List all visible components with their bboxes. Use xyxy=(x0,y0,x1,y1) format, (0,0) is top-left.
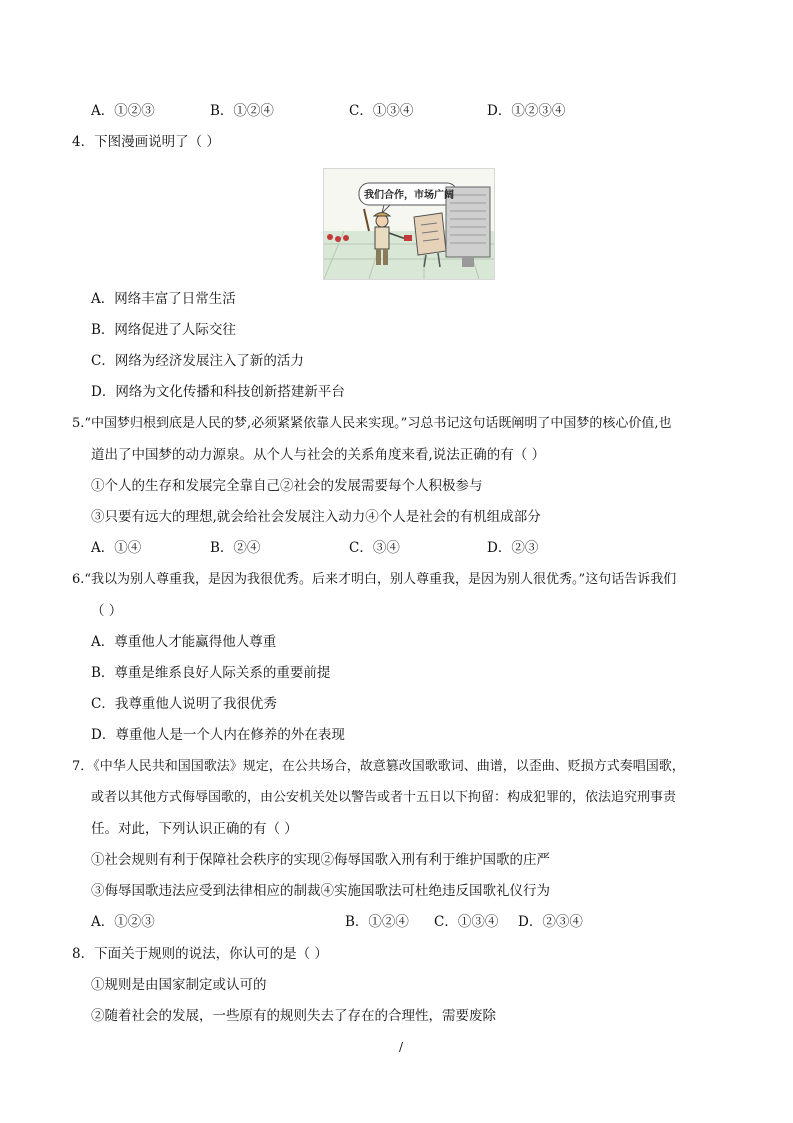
q5-statement1: ①个人的生存和发展完全靠自己②社会的发展需要每个人积极参与 xyxy=(91,478,483,494)
q4-comic-image xyxy=(323,168,495,280)
q4-option-c: C．网络为经济发展注入了新的活力 xyxy=(91,353,304,369)
page-footer-mark: / xyxy=(399,1040,404,1054)
q7-option-d: D．②③④ xyxy=(518,914,583,930)
q4-option-a: A．网络丰富了日常生活 xyxy=(91,291,236,307)
q6-stem-line1: 6.“我以为别人尊重我，是因为我很优秀。后来才明白，别人尊重我，是因为别人很优秀。”这句话告诉我们 xyxy=(72,572,677,587)
q7-statement1: ①社会规则有利于保障社会秩序的实现②侮辱国歌入刑有利于维护国歌的庄严 xyxy=(91,852,550,868)
q5-option-c: C．③④ xyxy=(349,540,400,556)
comic-caption: 我们合作，市场广阔 xyxy=(364,190,454,201)
q3-option-d: D．①②③④ xyxy=(487,103,566,119)
q6-stem-line2: （ ） xyxy=(91,603,123,619)
q7-stem-line3: 任。对此，下列认识正确的有（ ） xyxy=(91,821,298,837)
q7-option-a: A．①②③ xyxy=(91,914,155,930)
q4-option-d: D．网络为文化传播和科技创新搭建新平台 xyxy=(91,384,345,400)
q5-option-a: A．①④ xyxy=(91,540,142,556)
q3-option-b: B．①②④ xyxy=(210,103,274,119)
q3-option-a: A．①②③ xyxy=(91,103,155,119)
q8-statement2: ②随着社会的发展，一些原有的规则失去了存在的合理性，需要废除 xyxy=(91,1008,496,1024)
q5-option-d: D．②③ xyxy=(487,540,539,556)
q7-option-b: B．①②④ xyxy=(345,914,409,930)
q6-option-d: D．尊重他人是一个人内在修养的外在表现 xyxy=(91,727,345,743)
q6-option-a: A．尊重他人才能赢得他人尊重 xyxy=(91,634,277,650)
q5-stem-line2: 道出了中国梦的动力源泉。从个人与社会的关系角度来看,说法正确的有（ ） xyxy=(91,447,546,463)
q4-stem: 4．下图漫画说明了（ ） xyxy=(72,134,220,150)
q7-option-c: C．①③④ xyxy=(434,914,499,930)
q3-option-c: C．①③④ xyxy=(349,103,414,119)
q5-stem-line1: 5.“中国梦归根到底是人民的梦,必须紧紧依靠人民来实现。”习总书记这句话既阐明了中国梦的核心价值,也 xyxy=(72,416,672,431)
q8-statement1: ①规则是由国家制定或认可的 xyxy=(91,977,267,993)
q5-option-b: B．②④ xyxy=(210,540,261,556)
q7-stem-line2: 或者以其他方式侮辱国歌的，由公安机关处以警告或者十五日以下拘留：构成犯罪的，依法追究刑事责 xyxy=(91,790,677,805)
q6-option-b: B．尊重是维系良好人际关系的重要前提 xyxy=(91,665,331,681)
q6-option-c: C．我尊重他人说明了我很优秀 xyxy=(91,696,277,712)
q8-stem: 8．下面关于规则的说法，你认可的是（ ） xyxy=(72,946,328,962)
q7-statement2: ③侮辱国歌违法应受到法律相应的制裁④实施国歌法可杜绝违反国歌礼仪行为 xyxy=(91,883,550,899)
q5-statement2: ③只要有远大的理想,就会给社会发展注入动力④个人是社会的有机组成部分 xyxy=(91,509,541,525)
q7-stem-line1: 7．《中华人民共和国国歌法》规定，在公共场合，故意篡改国歌歌词、曲谱，以歪曲、贬损方式奏唱国歌， xyxy=(72,759,685,774)
q4-option-b: B．网络促进了人际交往 xyxy=(91,322,236,338)
